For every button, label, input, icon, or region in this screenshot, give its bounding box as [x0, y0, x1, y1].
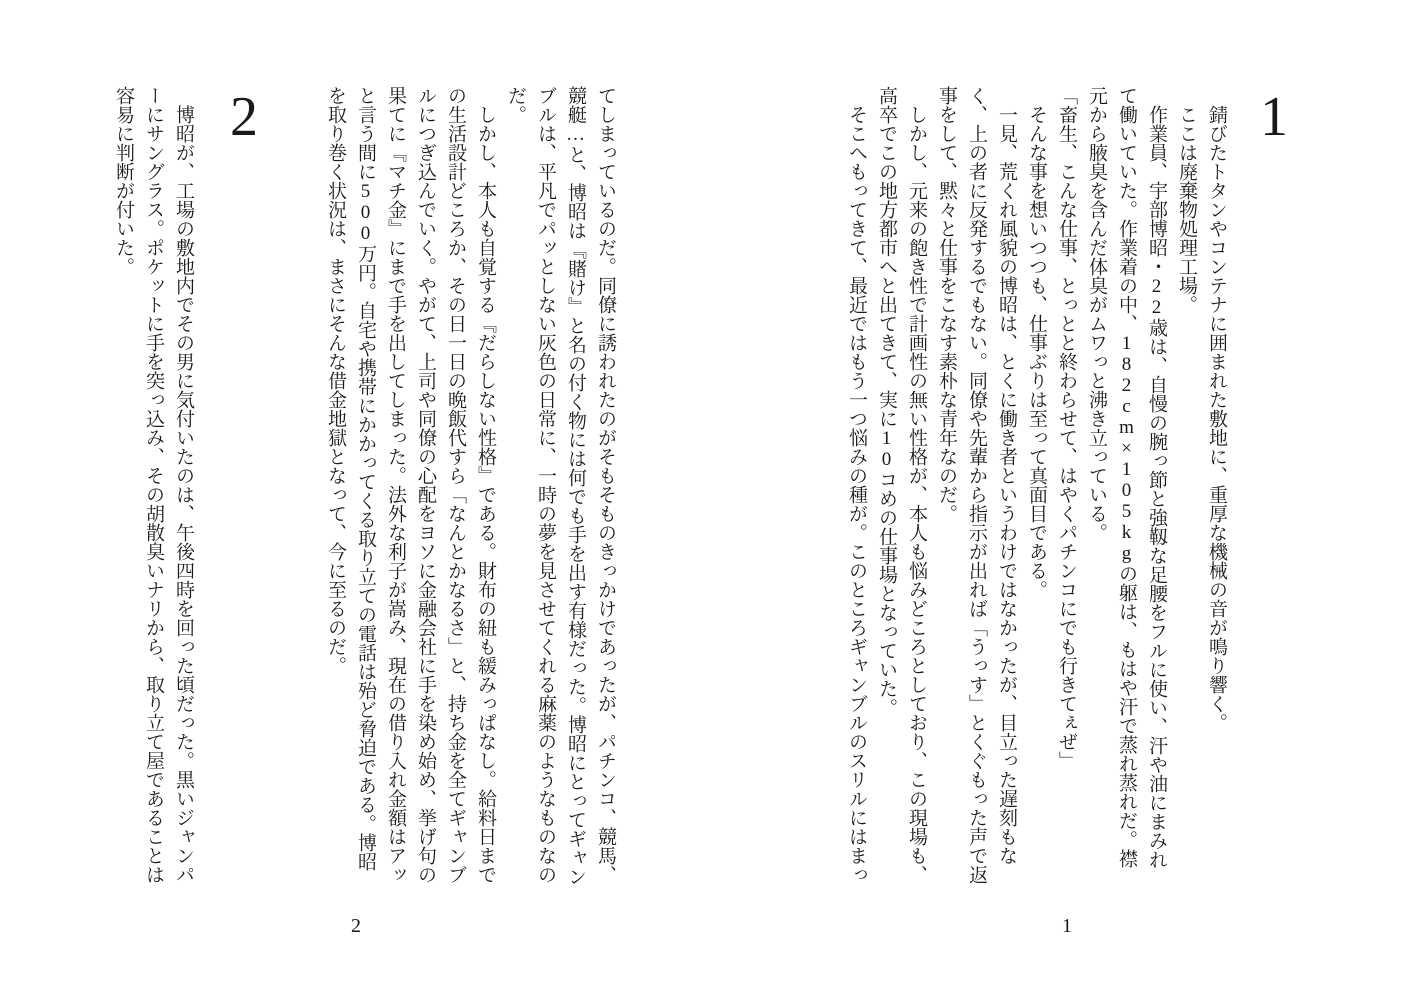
paragraph: 錆びたトタンやコンテナに囲まれた敷地に、重厚な機械の音が鳴り響く。: [1206, 105, 1227, 732]
paragraph: ここは廃棄物処理工場。: [1176, 105, 1197, 314]
paragraph: そんな事を想いつつも、仕事ぶりは至って真面目である。: [1026, 105, 1047, 599]
paragraph: しかし、元来の飽き性で計画性の無い性格が、本人も悩みどころとしており、この現場も、高卒でこの地方都市へと出てきて、実に10コめの仕事場となっていた。: [876, 86, 927, 884]
continuation-paragraph: てしまっているのだ。同僚に誘われたのがそもそものきっかけであったが、パチンコ、競馬、競艇…と、博昭は『賭け』と名の付く物には何でも手を出す有様だった。博昭にとってギャンブルは、平凡でパッとしない灰色の日常に、一時の夢を見させてくれる麻薬のようなものなのだ。: [505, 86, 616, 886]
paragraph: そこへもってきて、最近ではもう一つ悩みの種が。このところギャンブルのスリルにはまっ: [846, 105, 867, 884]
page-number-1: 1: [1062, 915, 1072, 937]
page-2-text-column-area: [108, 86, 620, 886]
page-1: [710, 0, 1420, 1000]
chapter-2-heading: 2: [213, 86, 275, 148]
paragraph: 作業員、宇部博昭・22歳は、自慢の腕っ節と強靱な足腰をフルに使い、汗や油にまみれて働いていた。作業着の中、182cm×105kgの躯は、もはや汗で蒸れ蒸れだ。襟元から腋臭を含んだ体臭がムワっと沸き立っている。: [1086, 86, 1167, 869]
paragraph: 一見、荒くれ風貌の博昭は、とくに働き者というわけではなかったが、目立った遅刻もなく、上の者に反発するでもない。同僚や先輩から指示が出れば「うっす」とくぐもった声で返事をして、黙々と仕事をこなす素朴な青年なのだ。: [936, 86, 1017, 884]
chapter-1-heading: 1: [1243, 86, 1305, 148]
page-1-text-column-area: [839, 86, 1305, 886]
page-number-2: 2: [351, 915, 361, 937]
paragraph: 博昭が、工場の敷地内でその男に気付いたのは、午後四時を回った頃だった。黒いジャンパーにサングラス。ポケットに手を突っ込み、その胡散臭いナリから、取り立て屋であることは容易に判断が付いた。: [113, 86, 194, 884]
paragraph: しかし、本人も自覚する『だらしない性格』である。財布の紐も緩みっぱなし。給料日までの生活設計どころか、その日一日の晩飯代すら「なんとかなるさ」と、持ち金を全てギャンブルにつぎ込んでいく。やがて、上司や同僚の心配をヨソに金融会社に手を染め始め、挙げ句の果てに『マチ金』にまで手を出してしまった。法外な利子が嵩み、現在の借り入れ金額はアッと言う間に500万円。自宅や携帯にかかってくる取り立ての電話は殆ど脅迫である。博昭を取り巻く状況は、まさにそんな借金地獄となって、今に至るのだ。: [325, 86, 496, 884]
dialogue-paragraph: 「畜生、こんな仕事、とっとと終わらせて、はやくパチンコにでも行きてぇぜ」: [1056, 86, 1077, 770]
